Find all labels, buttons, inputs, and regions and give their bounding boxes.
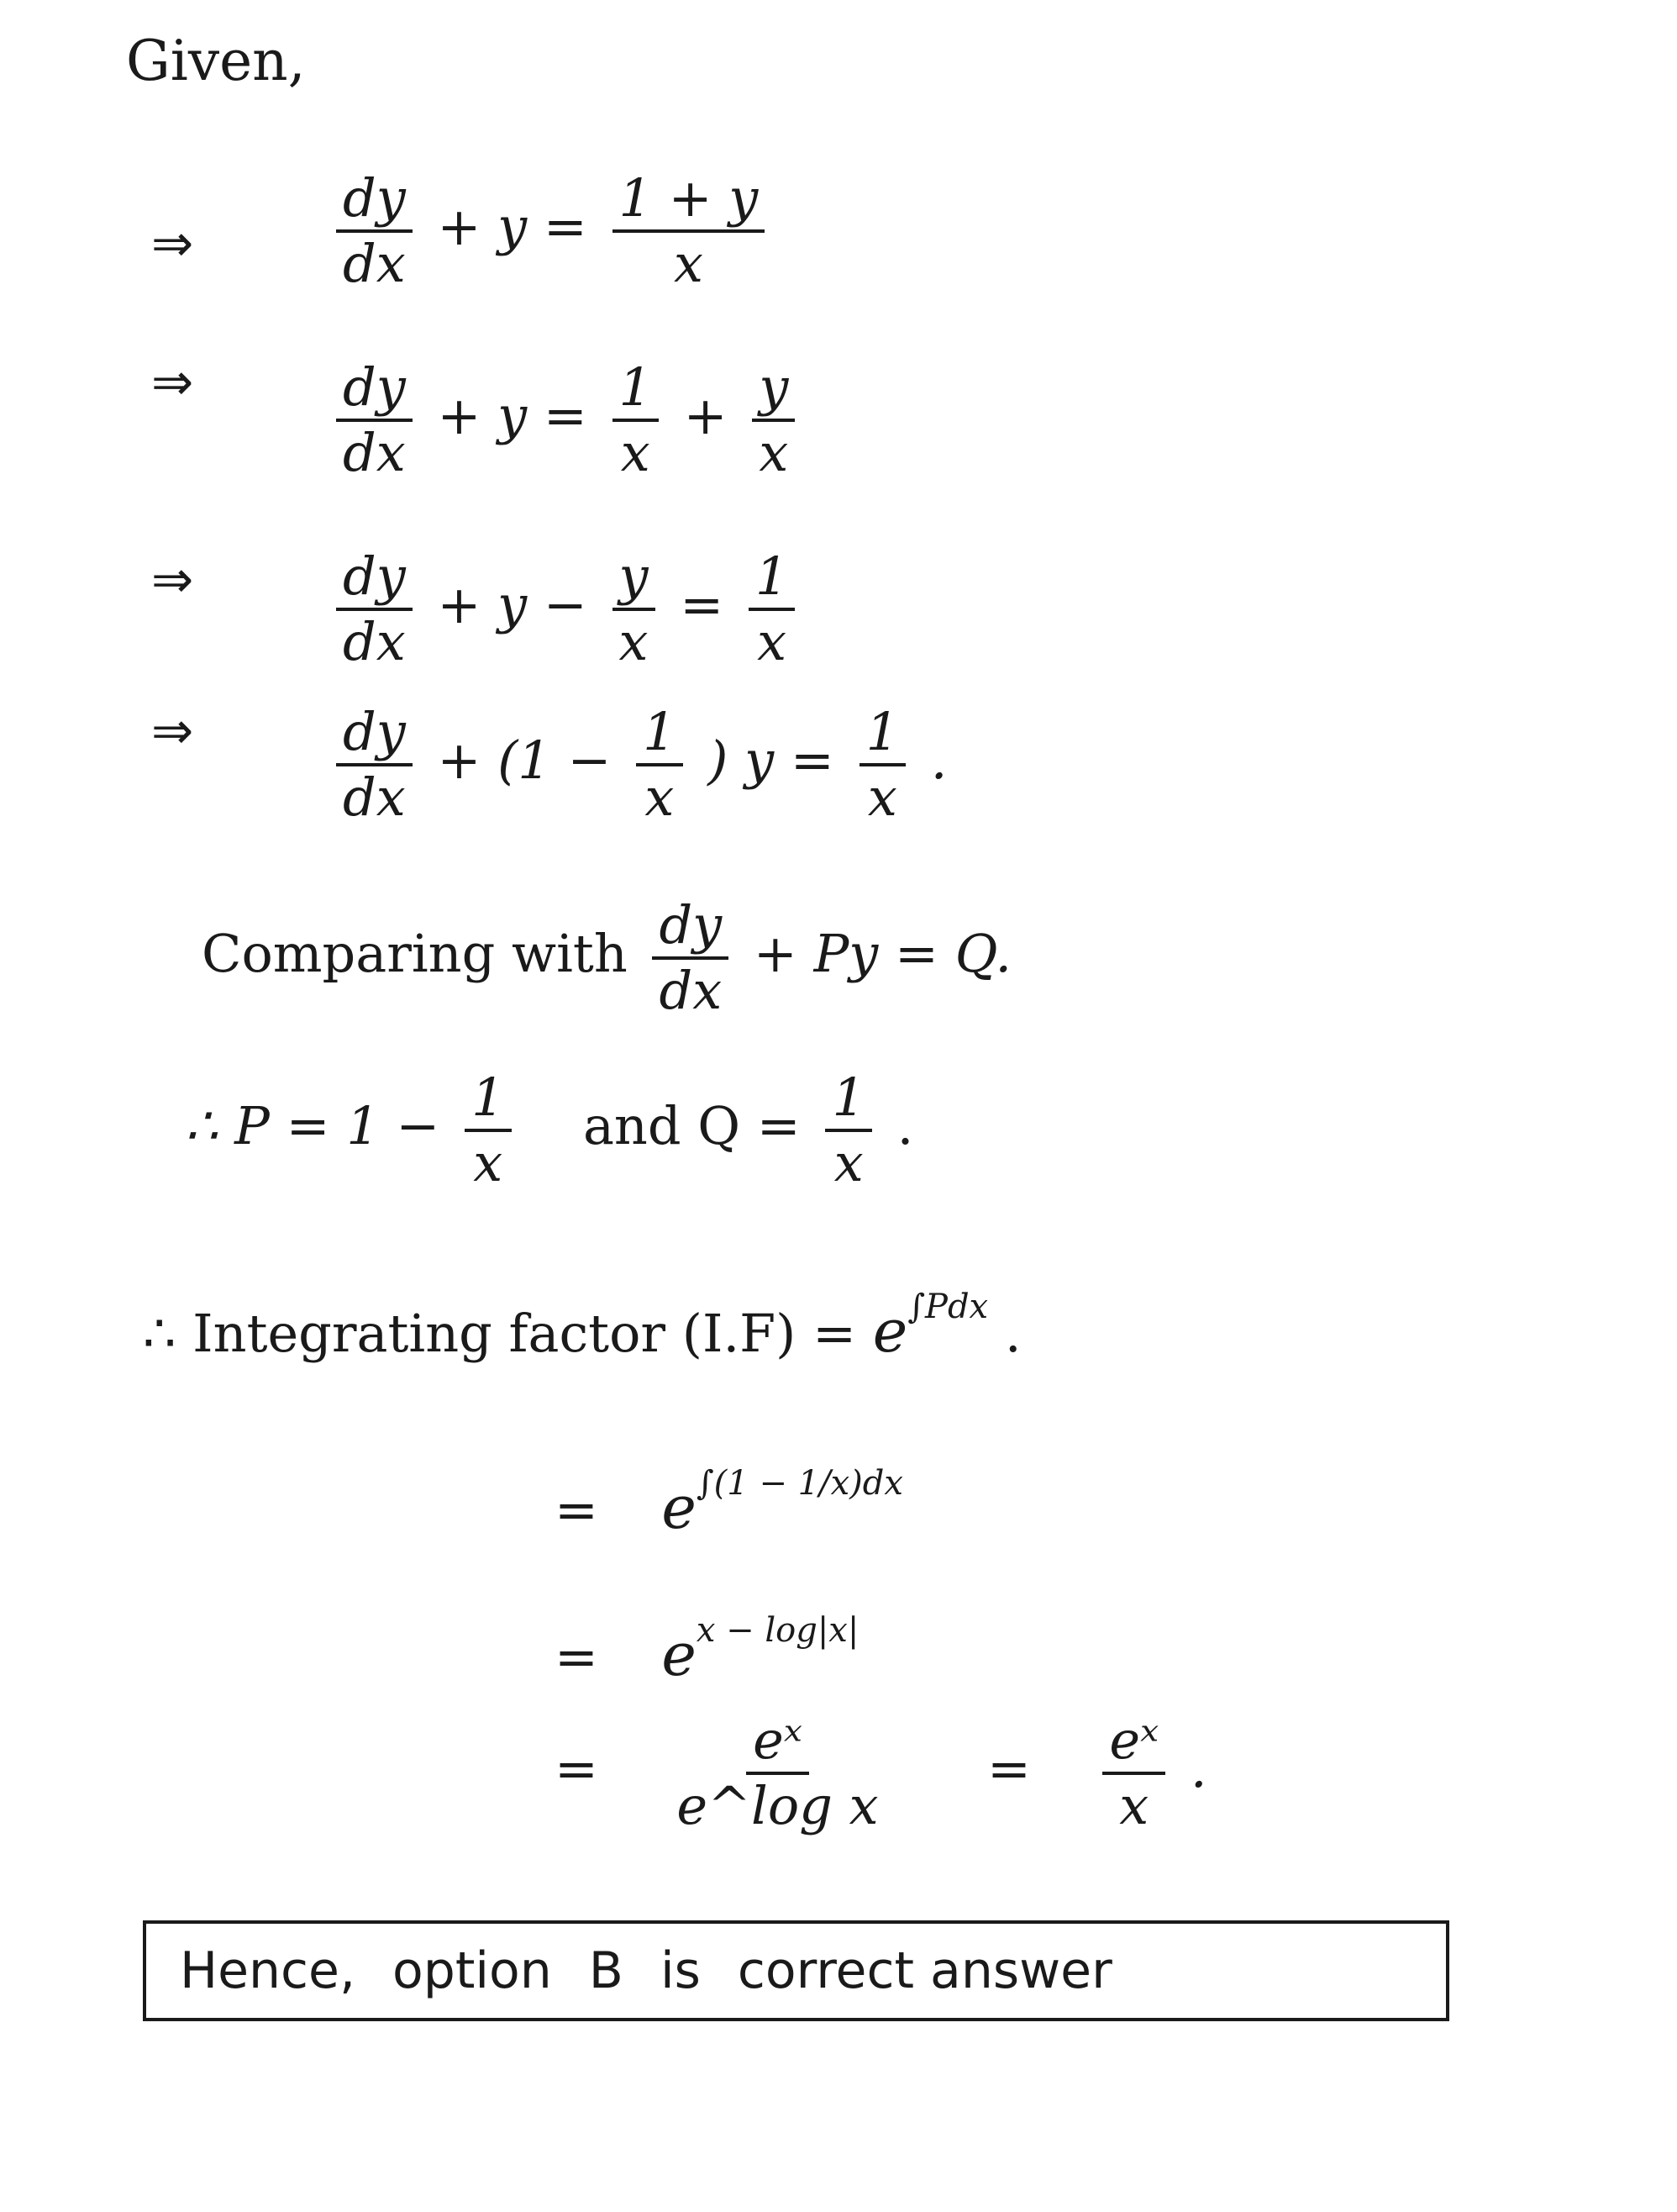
fraction-dy-dx: $\frac{dy}{dx}$ xyxy=(336,550,413,668)
implies-arrow-4: ⇒ xyxy=(151,702,194,761)
equation-2 xyxy=(328,356,803,483)
step3-equals: = xyxy=(555,1738,598,1800)
if-step-1 xyxy=(555,1464,903,1542)
implies-arrow-1: ⇒ xyxy=(151,214,194,273)
comparing-line xyxy=(202,894,1012,1021)
fraction-dy-dx: $\frac{dy}{dx}$ xyxy=(336,706,413,824)
step1-base: e xyxy=(661,1473,697,1542)
eq3-mid: + y − xyxy=(437,574,587,636)
equation-4 xyxy=(328,701,948,828)
if-end: . xyxy=(1004,1303,1022,1364)
step1-equals: = xyxy=(555,1479,598,1540)
eq4-post: ) y = xyxy=(707,729,834,792)
eq2-mid: + y = xyxy=(437,385,587,447)
integrating-factor-line xyxy=(143,1288,1022,1366)
implies-arrow-2: ⇒ xyxy=(151,353,194,412)
if-base: e xyxy=(872,1297,908,1366)
p-definition: ∴ P = 1 − xyxy=(185,1095,440,1157)
fraction-y-over-x: $\frac{y}{x}$ xyxy=(612,550,655,668)
step3-equals-2: = xyxy=(987,1738,1031,1800)
eq4-end: . xyxy=(930,729,948,792)
if-step-2 xyxy=(555,1611,860,1689)
eq2-plus: + xyxy=(683,385,728,447)
integrating-factor-text: ∴ Integrating factor (I.F) = xyxy=(143,1303,857,1364)
comparing-rest: + Py = Q. xyxy=(753,923,1012,985)
step3-end: . xyxy=(1190,1738,1207,1800)
fraction-1-over-x: $\frac{1}{x}$ xyxy=(465,1072,511,1189)
fraction-rhs: $\frac{1 + y}{x}$ xyxy=(612,172,765,290)
fraction-1-over-x: $\frac{1}{x}$ xyxy=(749,550,795,668)
equation-3 xyxy=(328,545,803,672)
fraction-dy-dx: $\frac{dy}{dx}$ xyxy=(652,899,728,1017)
step2-equals: = xyxy=(555,1626,598,1688)
answer-box xyxy=(143,1920,1449,2021)
answer-option-letter: B xyxy=(588,1941,623,2000)
eq1-mid: + y = xyxy=(437,196,587,258)
eq4-pre: + (1 − xyxy=(437,729,612,792)
implies-arrow-3: ⇒ xyxy=(151,550,194,609)
if-step-3 xyxy=(555,1709,1207,1836)
answer-word-is: is xyxy=(660,1941,701,2000)
answer-word-correct: correct answer xyxy=(737,1941,1112,2000)
answer-word-option: option xyxy=(392,1941,552,2000)
q-definition: and Q = xyxy=(582,1095,801,1157)
step1-exponent: ∫(1 − 1/x)dx xyxy=(696,1464,903,1503)
p-q-line xyxy=(185,1066,914,1193)
fraction-dy-dx: $\frac{dy}{dx}$ xyxy=(336,361,413,479)
pq-end: . xyxy=(896,1095,914,1157)
comparing-text: Comparing with xyxy=(202,923,628,985)
fraction-dy-dx: $\frac{dy}{dx}$ xyxy=(336,172,413,290)
answer-word-hence: Hence, xyxy=(180,1941,356,2000)
step2-base: e xyxy=(661,1620,697,1689)
equation-1 xyxy=(328,167,773,294)
if-exponent: ∫Pdx xyxy=(907,1288,989,1326)
fraction-y-over-x: $\frac{y}{x}$ xyxy=(752,361,795,479)
step2-exponent: x − log|x| xyxy=(696,1611,860,1650)
eq3-equals: = xyxy=(680,574,724,636)
fraction-1-over-x-q: $\frac{1}{x}$ xyxy=(825,1072,871,1189)
fraction-1-over-x-rhs: $\frac{1}{x}$ xyxy=(860,706,906,824)
heading: Given, xyxy=(126,29,306,93)
fraction-ex-over-x: $\frac{\text{eˣ}}{x}$ xyxy=(1102,1714,1165,1832)
fraction-1-over-x: $\frac{1}{x}$ xyxy=(636,706,682,824)
fraction-ex-over-elogx: $\frac{\text{eˣ}}{\text{e\textasciicircum{}log x}}$ xyxy=(676,1709,879,1836)
fraction-1-over-x: $\frac{1}{x}$ xyxy=(612,361,659,479)
